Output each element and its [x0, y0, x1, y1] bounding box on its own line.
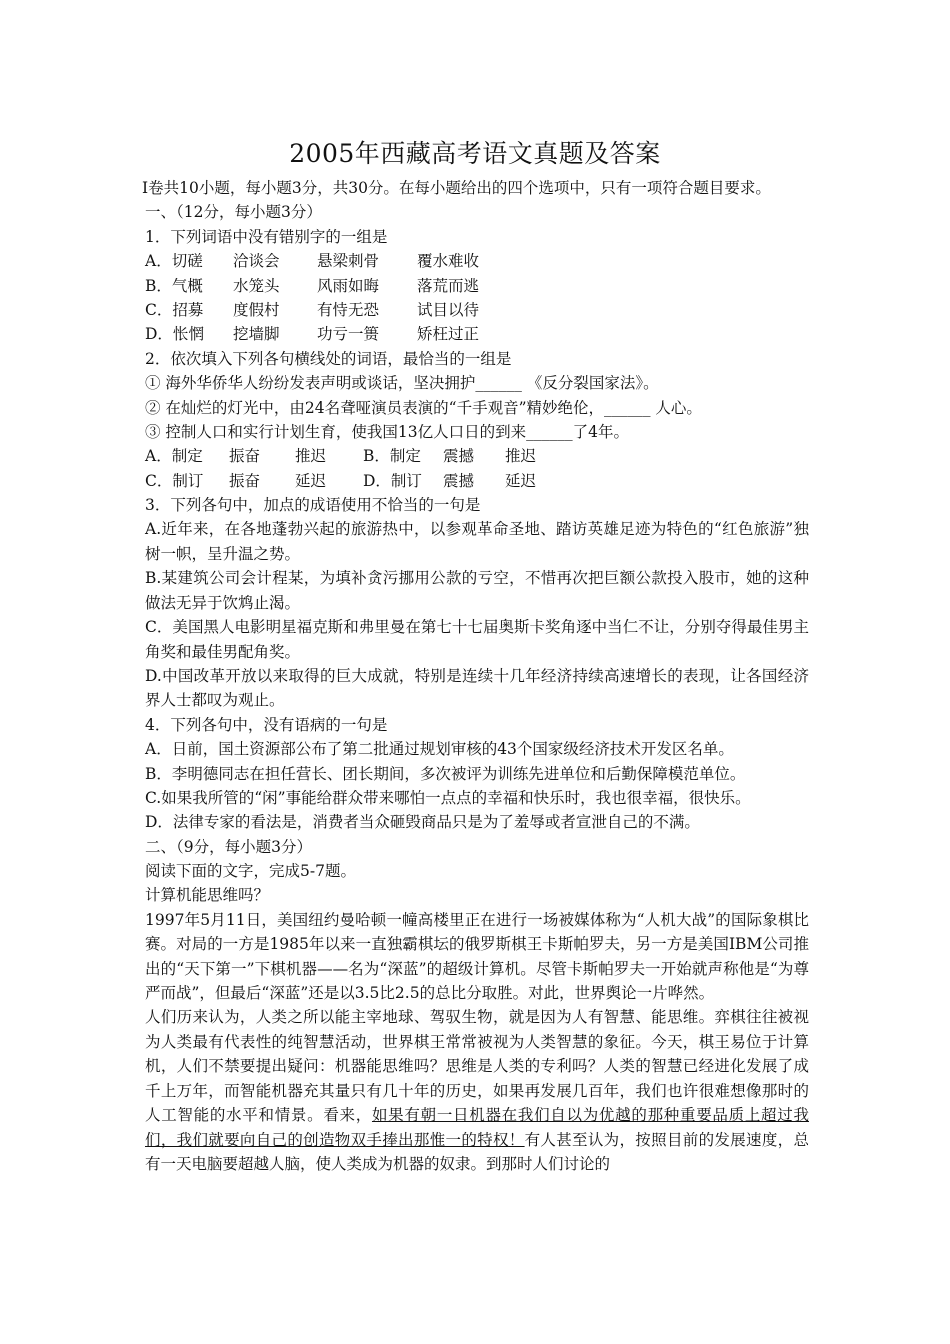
question-2-sentence-1: ① 海外华侨华人纷纷发表声明或谈话，坚决拥护______ 《反分裂国家法》。: [145, 374, 659, 393]
question-4-option-a: A．日前，国土资源部公布了第二批通过规划审核的43个国家级经济技术开发区名单。: [145, 740, 734, 759]
question-3-option-c: C．美国黑人电影明星福克斯和弗里曼在第七十七届奥斯卡奖角逐中当仁不让，分别夺得最佳男主角奖和最佳男配角奖。: [145, 618, 809, 661]
question-2-sentence-3: ③ 控制人口和实行计划生育，使我国13亿人口日的到来______了4年。: [145, 422, 630, 441]
question-2-sentence-2: ② 在灿烂的灯光中，由24名聋哑演员表演的“千手观音”精妙绝伦，______ 人心。: [145, 398, 702, 417]
passage-paragraph-2: [145, 1005, 809, 1176]
exam-intro: Ⅰ卷共10小题，每小题3分，共30分。在每小题给出的四个选项中，只有一项符合题目要求。: [142, 179, 771, 197]
question-3-option-d: D.中国改革开放以来取得的巨大成就，特别是连续十几年经济持续高速增长的表现，让各国经济界人士都叹为观止。: [145, 666, 809, 710]
document-body: [142, 176, 809, 1176]
question-3-option-b: B.某建筑公司会计程某，为填补贪污挪用公款的亏空，不惜再次把巨额公款投入股市，她的这种做法无异于饮鸩止渴。: [145, 569, 809, 612]
question-1-stem: 1．下列词语中没有错别字的一组是: [145, 227, 388, 246]
question-1-option-c: C．招募 度假村 有恃无恐 试目以待: [145, 300, 480, 319]
section-1-header: 一、（12分，每小题3分）: [145, 203, 322, 222]
passage-title: 计算机能思维吗？: [145, 886, 270, 905]
question-4-option-d: D．法律专家的看法是，消费者当众砸毁商品只是为了羞辱或者宣泄自己的不满。: [145, 813, 700, 832]
question-4-option-b: B．李明德同志在担任营长、团长期间，多次被评为训练先进单位和后勤保障模范单位。: [145, 764, 746, 783]
paragraph-2-text: 人们历来认为，人类之所以能主宰地球、驾驭生物，就是因为人有智慧、能思维。弈棋往往被视为人类最有代表性的纯智慧活动，世界棋王常常被视为人类智慧的象征。今天，棋王易位于计算机，人们不禁要提出疑问：机器能思维吗？思维是人类的专利吗？人类的智慧已经进化发展了成千上万年，而智能机器充其量只有几十年的历史，如果再发展几百年，我们也许很难想像那时的人工智能的水平和情景。看来，: [145, 1008, 809, 1125]
question-1-option-a: A．切磋 洽谈会 悬梁刺骨 覆水难收: [145, 252, 480, 271]
question-3-stem: 3．下列各句中，加点的成语使用不恰当的一句是: [145, 496, 481, 515]
question-2-options-row-2: C．制订 振奋 延迟 D．制订 震撼 延迟: [145, 471, 537, 490]
question-1-option-d: D．怅惘 挖墙脚 功亏一篑 矫枉过正: [145, 325, 480, 344]
question-1-option-b: B．气概 水笼头 风雨如晦 落荒而逃: [145, 276, 480, 295]
question-4-option-c: C.如果我所管的“闲”事能给群众带来哪怕一点点的幸福和快乐时，我也很幸福，很快乐。: [145, 788, 751, 807]
question-3-option-a: A.近年来，在各地蓬勃兴起的旅游热中，以参观革命圣地、踏访英雄足迹为特色的“红色旅游”独树一帜，呈升温之势。: [145, 520, 809, 563]
section-2-header: 二、（9分，每小题3分）: [145, 837, 312, 856]
passage-paragraph-1: 1997年5月11日，美国纽约曼哈顿一幢高楼里正在进行一场被媒体称为“人机大战”的国际象棋比赛。对局的一方是1985年以来一直独霸棋坛的俄罗斯棋王卡斯帕罗夫，另一方是美国IBM公司推出的“天下第一”下棋机器——名为“深蓝”的超级计算机。尽管卡斯帕罗夫一开始就声称他是“为尊严而战”，但最后“深蓝”还是以3.5比2.5的总比分取胜。对此，世界舆论一片哗然。: [145, 910, 809, 1003]
paragraph-2-continuation: 有人甚至认为，按照目前的发展速度，总有一天电脑要超越人脑，使人类成为机器的奴隶。到那时人们讨论的: [145, 1130, 809, 1173]
question-4-stem: 4．下列各句中，没有语病的一句是: [145, 715, 388, 734]
page-title: 2005年西藏高考语文真题及答案: [289, 139, 661, 168]
question-2-stem: 2．依次填入下列各句横线处的词语，最恰当的一组是: [145, 349, 512, 368]
reading-instruction: 阅读下面的文字，完成5-7题。: [145, 862, 356, 881]
question-2-options-row-1: A．制定 振奋 推迟 B．制定 震撼 推迟: [145, 447, 537, 466]
underlined-sentence: 如果有朝一日机器在我们自以为优越的那种重要品质上超过我们，我们就要向自己的创造物双手捧出那惟一的特权！: [145, 1106, 809, 1149]
